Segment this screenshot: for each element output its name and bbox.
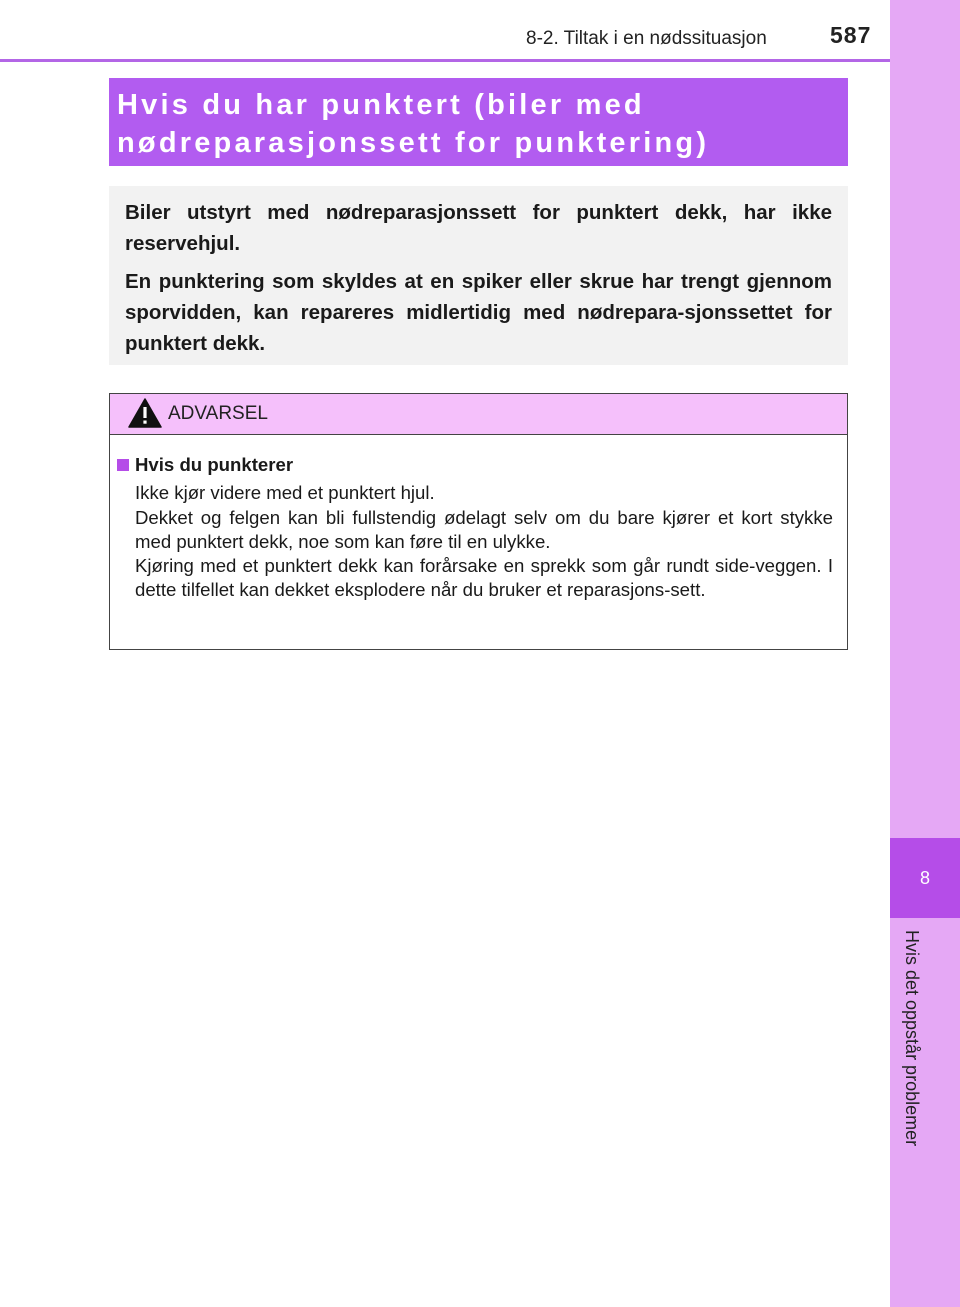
section-title-line-2: nødreparasjonssett for punktering) — [117, 127, 710, 159]
warning-header — [110, 394, 847, 435]
warning-item-title-text: Hvis du punkterer — [135, 454, 294, 475]
intro-paragraph-2: En punktering som skyldes at en spiker eller skrue har trengt gjennom sporvidden, kan repareres midlertidig med nødrepara-sjonssettet for punktert dekk. — [125, 270, 832, 355]
warning-box — [109, 393, 848, 650]
page-number: 587 — [830, 22, 872, 48]
warning-line-1: Ikke kjør videre med et punktert hjul. — [135, 482, 435, 504]
warning-line-2: Dekket og felgen kan bli fullstendig ødelagt selv om du bare kjører et kort stykke med punktert dekk, noe som kan føre til en ulykke. — [135, 506, 833, 552]
warning-body — [110, 435, 847, 603]
section-title — [109, 78, 848, 166]
square-bullet-icon — [117, 459, 129, 471]
intro-paragraph-1: Biler utstyrt med nødreparasjonssett for punktert dekk, har ikke reservehjul. — [125, 201, 832, 255]
header-divider — [0, 59, 890, 62]
header-section-title: 8-2. Tiltak i en nødssituasjon — [526, 28, 767, 49]
warning-label: ADVARSEL — [168, 403, 268, 424]
section-title-line-1: Hvis du har punktert (biler med — [117, 89, 645, 121]
warning-text — [117, 481, 833, 602]
warning-triangle-icon — [128, 398, 162, 428]
side-tab-chapter-number: 8 — [890, 838, 960, 918]
warning-line-3: Kjøring med et punktert dekk kan forårsake en sprekk som går rundt side-veggen. I dette tilfellet kan dekket eksplodere når du bruker et reparasjons-sett. — [135, 555, 833, 601]
warning-item-title — [117, 453, 833, 477]
side-tab-chapter-title: Hvis det oppstår problemer — [902, 930, 922, 1147]
intro-box — [109, 186, 848, 365]
